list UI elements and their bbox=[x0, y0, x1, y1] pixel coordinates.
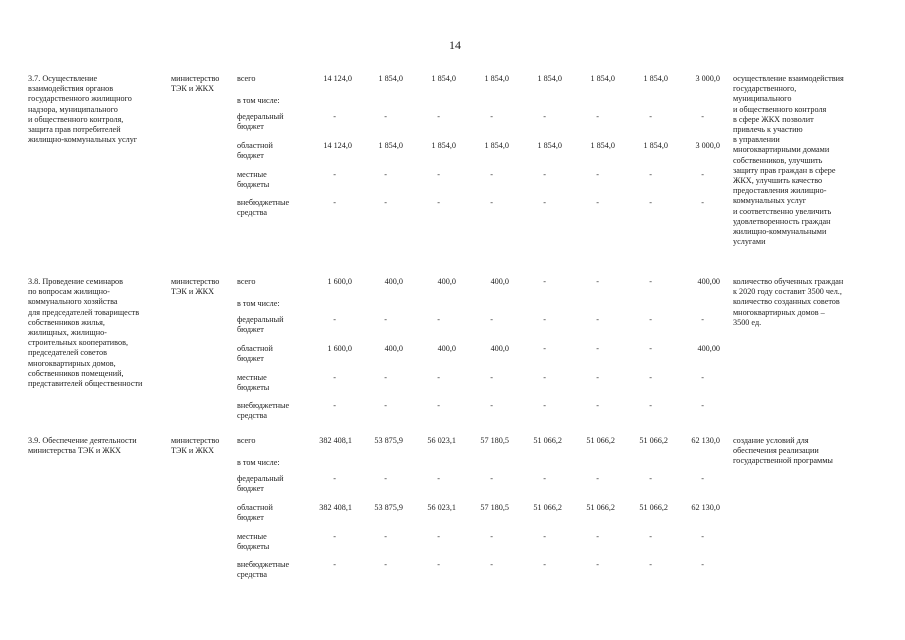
funding-value: - bbox=[701, 112, 704, 121]
funding-source-label: областной бюджет bbox=[237, 344, 273, 364]
funding-value: 1 854,0 bbox=[484, 141, 509, 150]
funding-value: - bbox=[596, 277, 599, 286]
funding-value: - bbox=[649, 532, 652, 541]
funding-value: 3 000,0 bbox=[695, 141, 720, 150]
funding-source-label: всего bbox=[237, 436, 256, 445]
funding-value: 1 600,0 bbox=[327, 344, 352, 353]
funding-value: - bbox=[543, 344, 546, 353]
funding-value: 1 854,0 bbox=[537, 74, 562, 83]
funding-source-label: в том числе: bbox=[237, 96, 280, 105]
funding-value: 62 130,0 bbox=[691, 503, 720, 512]
funding-source-label: федеральный бюджет bbox=[237, 474, 284, 494]
funding-value: - bbox=[437, 401, 440, 410]
funding-value: - bbox=[701, 373, 704, 382]
funding-value: - bbox=[701, 401, 704, 410]
funding-source-label: всего bbox=[237, 277, 256, 286]
funding-value: 51 066,2 bbox=[586, 436, 615, 445]
funding-value: 57 180,5 bbox=[480, 503, 509, 512]
funding-source-label: федеральный бюджет bbox=[237, 112, 284, 132]
executor: министерство ТЭК и ЖКХ bbox=[171, 74, 220, 94]
funding-value: - bbox=[596, 315, 599, 324]
funding-value: - bbox=[649, 401, 652, 410]
funding-value: - bbox=[384, 560, 387, 569]
funding-value: - bbox=[649, 344, 652, 353]
funding-row bbox=[0, 141, 905, 165]
funding-value: 1 854,0 bbox=[590, 141, 615, 150]
funding-value: - bbox=[384, 315, 387, 324]
funding-row bbox=[0, 560, 905, 584]
funding-row bbox=[0, 503, 905, 527]
funding-value: 1 854,0 bbox=[431, 74, 456, 83]
funding-value: - bbox=[596, 112, 599, 121]
funding-value: 400,0 bbox=[384, 277, 403, 286]
executor: министерство ТЭК и ЖКХ bbox=[171, 277, 220, 297]
funding-row bbox=[0, 474, 905, 498]
funding-value: - bbox=[596, 532, 599, 541]
funding-value: 1 854,0 bbox=[590, 74, 615, 83]
funding-value: 1 854,0 bbox=[378, 74, 403, 83]
funding-value: - bbox=[437, 170, 440, 179]
funding-value: - bbox=[596, 198, 599, 207]
funding-value: 51 066,2 bbox=[639, 503, 668, 512]
funding-value: 1 854,0 bbox=[643, 74, 668, 83]
funding-value: - bbox=[649, 198, 652, 207]
funding-source-label: местные бюджеты bbox=[237, 532, 270, 552]
funding-value: - bbox=[649, 373, 652, 382]
funding-value: - bbox=[649, 315, 652, 324]
funding-value: - bbox=[701, 198, 704, 207]
funding-value: - bbox=[437, 315, 440, 324]
expected-result: создание условий для обеспечения реализации государственной программы bbox=[733, 436, 833, 466]
funding-value: - bbox=[384, 198, 387, 207]
funding-value: - bbox=[437, 198, 440, 207]
funding-value: - bbox=[596, 170, 599, 179]
funding-value: 1 854,0 bbox=[484, 74, 509, 83]
funding-value: - bbox=[543, 532, 546, 541]
funding-value: - bbox=[543, 112, 546, 121]
funding-source-label: внебюджетные средства bbox=[237, 401, 290, 421]
funding-value: - bbox=[384, 170, 387, 179]
funding-value: - bbox=[490, 373, 493, 382]
funding-value: 400,0 bbox=[490, 344, 509, 353]
funding-value: - bbox=[596, 344, 599, 353]
funding-row bbox=[0, 532, 905, 556]
expected-result: осуществление взаимодействия государственного, муниципального и общественного контроля в сфере ЖКХ позволит привлечь к участию в управлении многоквартирными домами собственников, улучшить защиту прав граждан в сфере ЖКХ, улучшить качество предоставления жилищно- коммунальных услуг и соответственно увеличить удовлетворенность граждан жилищно-коммунальными услугами bbox=[733, 74, 844, 247]
funding-value: - bbox=[649, 560, 652, 569]
funding-value: 62 130,0 bbox=[691, 436, 720, 445]
measure-name: 3.7. Осуществление взаимодействия органов государственного жилищного надзора, муниципального и общественного контроля, защита прав потребителей жилищно-коммунальных услуг bbox=[28, 74, 138, 145]
funding-value: - bbox=[596, 560, 599, 569]
funding-value: - bbox=[596, 474, 599, 483]
funding-row bbox=[0, 277, 905, 301]
funding-value: - bbox=[543, 401, 546, 410]
funding-row bbox=[0, 315, 905, 339]
funding-value: - bbox=[333, 198, 336, 207]
funding-source-label: областной бюджет bbox=[237, 503, 273, 523]
funding-value: - bbox=[333, 170, 336, 179]
funding-value: - bbox=[490, 170, 493, 179]
funding-value: 56 023,1 bbox=[427, 436, 456, 445]
funding-row bbox=[0, 401, 905, 425]
funding-value: - bbox=[701, 532, 704, 541]
funding-value: - bbox=[596, 401, 599, 410]
funding-value: - bbox=[384, 112, 387, 121]
funding-value: - bbox=[384, 474, 387, 483]
funding-row bbox=[0, 198, 905, 222]
funding-value: - bbox=[543, 170, 546, 179]
funding-value: - bbox=[701, 315, 704, 324]
funding-value: 1 854,0 bbox=[378, 141, 403, 150]
funding-value: - bbox=[649, 170, 652, 179]
funding-value: 1 854,0 bbox=[537, 141, 562, 150]
funding-value: 400,00 bbox=[697, 344, 720, 353]
funding-value: 56 023,1 bbox=[427, 503, 456, 512]
funding-row bbox=[0, 373, 905, 397]
funding-row bbox=[0, 436, 905, 460]
measure-name: 3.8. Проведение семинаров по вопросам жилищно- коммунального хозяйства для председателей товариществ собственников жилья, жилищных, жилищно- строительных кооперативов, председателей советов многоквартирных домов, собственников помещений, представителей общественности bbox=[28, 277, 143, 389]
funding-value: - bbox=[437, 112, 440, 121]
funding-value: - bbox=[384, 532, 387, 541]
funding-source-label: всего bbox=[237, 74, 256, 83]
funding-source-label: в том числе: bbox=[237, 458, 280, 467]
executor: министерство ТЭК и ЖКХ bbox=[171, 436, 220, 456]
funding-value: 51 066,2 bbox=[639, 436, 668, 445]
funding-value: - bbox=[701, 474, 704, 483]
funding-value: - bbox=[384, 373, 387, 382]
funding-value: - bbox=[333, 373, 336, 382]
funding-source-label: внебюджетные средства bbox=[237, 560, 290, 580]
funding-value: - bbox=[490, 560, 493, 569]
funding-value: - bbox=[490, 532, 493, 541]
funding-value: - bbox=[596, 373, 599, 382]
funding-value: - bbox=[333, 560, 336, 569]
funding-row bbox=[0, 344, 905, 368]
funding-value: 53 875,9 bbox=[374, 436, 403, 445]
funding-value: - bbox=[649, 112, 652, 121]
page-number: 14 bbox=[449, 38, 461, 52]
funding-value: - bbox=[490, 474, 493, 483]
funding-value: - bbox=[649, 474, 652, 483]
funding-value: 51 066,2 bbox=[586, 503, 615, 512]
funding-value: - bbox=[437, 474, 440, 483]
funding-row bbox=[0, 112, 905, 136]
funding-value: 14 124,0 bbox=[323, 74, 352, 83]
measure-name: 3.9. Обеспечение деятельности министерства ТЭК и ЖКХ bbox=[28, 436, 137, 456]
funding-source-label: местные бюджеты bbox=[237, 170, 270, 190]
funding-value: 51 066,2 bbox=[533, 503, 562, 512]
funding-value: - bbox=[333, 401, 336, 410]
funding-value: 382 408,1 bbox=[319, 503, 352, 512]
funding-row bbox=[0, 74, 905, 98]
funding-source-label: областной бюджет bbox=[237, 141, 273, 161]
funding-value: - bbox=[543, 474, 546, 483]
funding-value: - bbox=[649, 277, 652, 286]
funding-value: - bbox=[333, 474, 336, 483]
funding-value: 400,0 bbox=[437, 344, 456, 353]
funding-value: - bbox=[333, 112, 336, 121]
funding-value: 382 408,1 bbox=[319, 436, 352, 445]
funding-value: - bbox=[437, 373, 440, 382]
funding-value: 14 124,0 bbox=[323, 141, 352, 150]
funding-value: - bbox=[490, 198, 493, 207]
funding-value: 51 066,2 bbox=[533, 436, 562, 445]
funding-value: 400,0 bbox=[384, 344, 403, 353]
funding-value: 3 000,0 bbox=[695, 74, 720, 83]
funding-source-label: местные бюджеты bbox=[237, 373, 270, 393]
funding-value: 400,00 bbox=[697, 277, 720, 286]
funding-source-label: внебюджетные средства bbox=[237, 198, 290, 218]
funding-value: - bbox=[543, 277, 546, 286]
funding-value: - bbox=[384, 401, 387, 410]
funding-value: - bbox=[490, 315, 493, 324]
funding-value: 1 600,0 bbox=[327, 277, 352, 286]
funding-value: - bbox=[543, 198, 546, 207]
funding-value: - bbox=[333, 532, 336, 541]
funding-value: - bbox=[437, 532, 440, 541]
funding-value: 53 875,9 bbox=[374, 503, 403, 512]
funding-row bbox=[0, 170, 905, 194]
funding-source-label: федеральный бюджет bbox=[237, 315, 284, 335]
funding-value: - bbox=[701, 560, 704, 569]
expected-result: количество обученных граждан к 2020 году составит 3500 чел., количество созданных советов многоквартирных домов – 3500 ед. bbox=[733, 277, 844, 327]
funding-value: 400,0 bbox=[490, 277, 509, 286]
funding-value: - bbox=[490, 112, 493, 121]
funding-value: 1 854,0 bbox=[643, 141, 668, 150]
funding-value: - bbox=[701, 170, 704, 179]
funding-value: - bbox=[333, 315, 336, 324]
funding-value: - bbox=[490, 401, 493, 410]
funding-value: 1 854,0 bbox=[431, 141, 456, 150]
funding-source-label: в том числе: bbox=[237, 299, 280, 308]
funding-value: - bbox=[543, 373, 546, 382]
funding-value: - bbox=[543, 560, 546, 569]
funding-value: 400,0 bbox=[437, 277, 456, 286]
funding-value: - bbox=[543, 315, 546, 324]
funding-value: - bbox=[437, 560, 440, 569]
funding-value: 57 180,5 bbox=[480, 436, 509, 445]
